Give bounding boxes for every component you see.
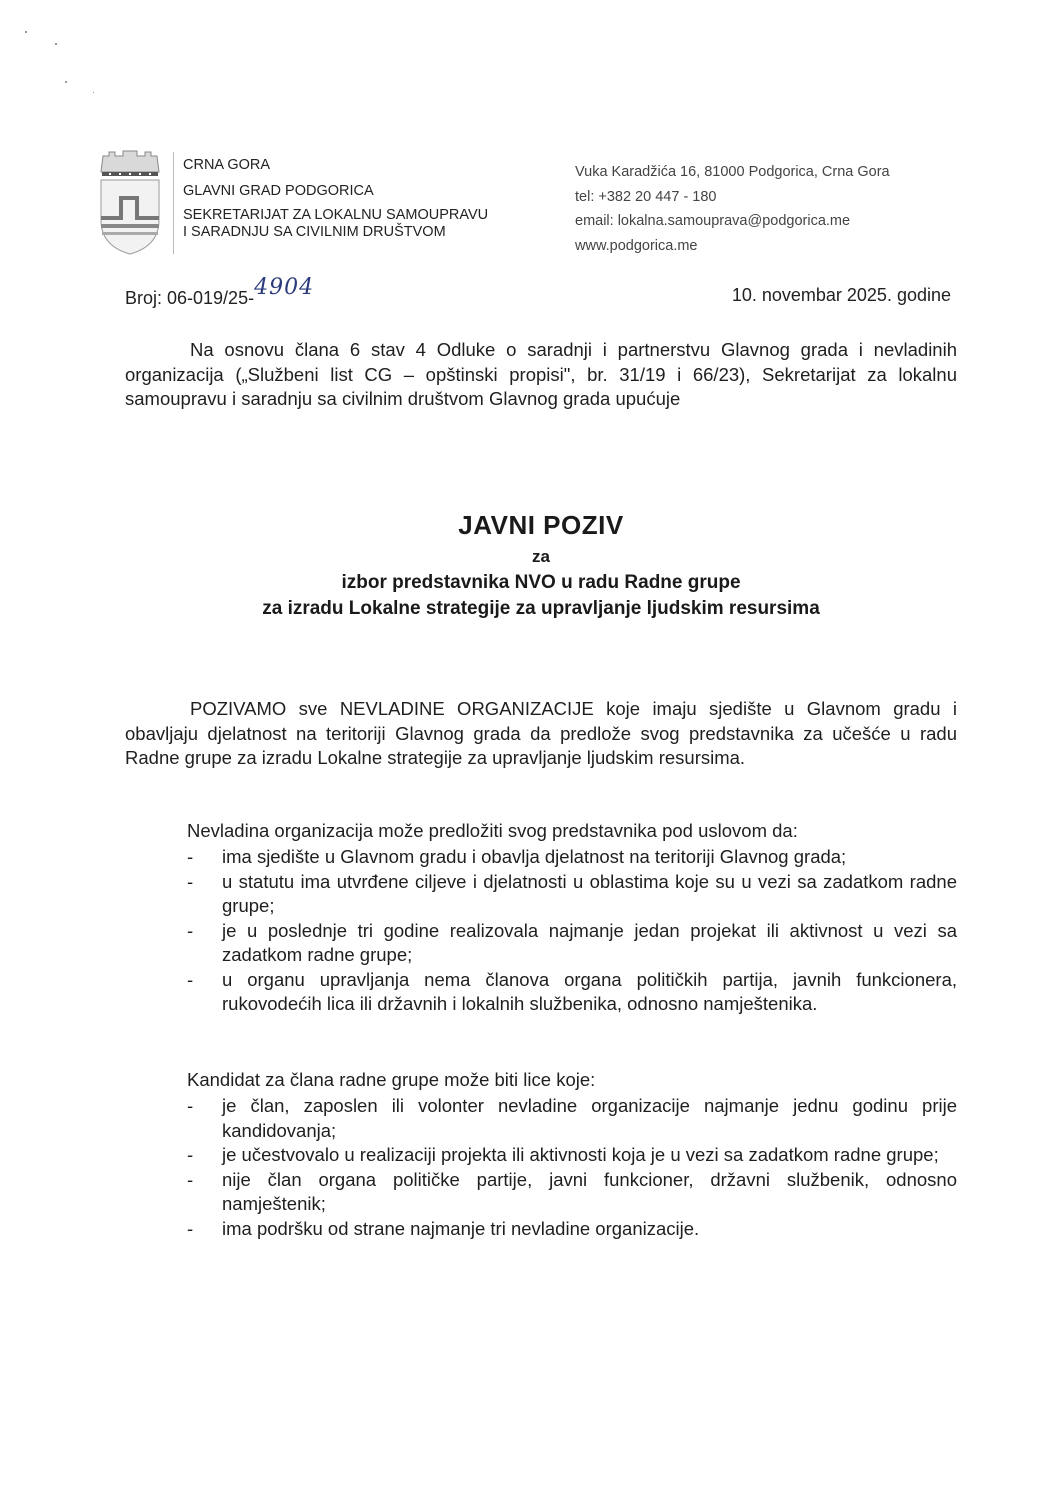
scan-speck (55, 43, 57, 45)
bullet-dash: - (187, 1095, 194, 1116)
call-paragraph-text: POZIVAMO sve NEVLADINE ORGANIZACIJE koje imaju sjedište u Glavnom gradu i obavljaju djelatnost na teritoriji Glavnog grada da predlože svog predstavnika za učešće u radu Radne grupe za izradu Lokalne strategije za upravljanje ljudskim resursima. (125, 698, 957, 768)
title-za: za (532, 547, 550, 566)
contact-phone: tel: +382 20 447 - 180 (575, 188, 717, 205)
list-item (125, 845, 957, 870)
list-item-text: ima podršku od strane najmanje tri nevladine organizacije. (222, 1217, 700, 1239)
scan-speck (25, 31, 27, 33)
list-item-text: je u poslednje tri godine realizovala najmanje jedan projekat ili aktivnost u vezi sa zadatkom radne grupe; (222, 919, 957, 965)
list-item-text: u organu upravljanja nema članova organa političkih partija, javnih funkcionera, rukovodećih lica ili državnih i lokalnih službenika, odnosno namještenika. (222, 968, 957, 1014)
list-item-text: je član, zaposlen ili volonter nevladine organizacije najmanje jednu godinu prije kandidovanja; (222, 1095, 957, 1141)
reference-number (125, 275, 315, 310)
call-paragraph (125, 697, 957, 771)
org-city: GLAVNI GRAD PODGORICA (183, 182, 374, 199)
bullet-dash: - (187, 1168, 194, 1190)
podgorica-coat-of-arms-icon (97, 150, 163, 256)
title-subtitle-2: za izradu Lokalne strategije za upravljanje ljudskim resursima (262, 598, 820, 619)
list-item-text: u statutu ima utvrđene ciljeve i djelatnosti u oblastima koje su u vezi sa zadatkom radne grupe; (222, 870, 957, 916)
contact-email: email: lokalna.samouprava@podgorica.me (575, 213, 851, 229)
title-subtitle-1: izbor predstavnika NVO u radu Radne grupe (341, 572, 741, 593)
list-item-text: je učestvovalo u realizaciji projekta ili aktivnosti koja je u vezi sa zadatkom radne grupe; (222, 1144, 939, 1165)
letterhead-divider (173, 152, 174, 254)
contact-info (575, 160, 890, 258)
list-item (125, 870, 957, 919)
organization-name (183, 158, 488, 239)
intro-paragraph-text: Na osnovu člana 6 stav 4 Odluke o saradnji i partnerstvu Glavnog grada i nevladinih organizacija („Službeni list CG – opštinski propisi", br. 31/19 i 66/23), Sekretarijat za lokalnu samoupravu i saradnju sa civilnim društvom Glavnog grada upućuje (125, 339, 957, 409)
org-country: CRNA GORA (183, 157, 271, 173)
candidate-conditions-list (125, 1094, 957, 1241)
reference-prefix: Broj: 06-019/25- (125, 288, 255, 308)
bullet-dash: - (187, 846, 194, 867)
bullet-dash: - (187, 1217, 194, 1239)
document-date: 10. novembar 2025. godine (731, 285, 951, 305)
list-item (125, 1094, 957, 1143)
ngo-conditions-intro: Nevladina organizacija može predložiti svog predstavnika pod uslovom da: (187, 820, 798, 841)
list-item (125, 1217, 957, 1242)
handwritten-number: 4904 (254, 275, 315, 300)
contact-address: Vuka Karadžića 16, 81000 Podgorica, Crna Gora (575, 164, 890, 180)
scan-speck (65, 81, 67, 83)
candidate-conditions-intro: Kandidat za člana radne grupe može biti lice koje: (187, 1069, 596, 1090)
document-title (125, 510, 957, 622)
bullet-dash: - (187, 870, 194, 892)
bullet-dash: - (187, 968, 194, 990)
list-item-text: ima sjedište u Glavnom gradu i obavlja djelatnost na teritoriji Glavnog grada; (222, 846, 847, 867)
bullet-dash: - (187, 1144, 194, 1165)
contact-website: www.podgorica.me (575, 237, 698, 254)
list-item-text: nije član organa političke partije, javni funkcioner, državni službenik, odnosno namještenik; (222, 1168, 957, 1214)
scan-speck (93, 92, 94, 93)
intro-paragraph (125, 338, 957, 412)
list-item (125, 1168, 957, 1217)
bullet-dash: - (187, 919, 194, 941)
org-secretariat-line2: I SARADNJU SA CIVILNIM DRUŠTVOM (183, 223, 446, 240)
ngo-conditions-list (125, 845, 957, 1017)
list-item (125, 919, 957, 968)
list-item (125, 1143, 957, 1168)
list-item (125, 968, 957, 1017)
title-main: JAVNI POZIV (458, 510, 624, 540)
org-secretariat-line1: SEKRETARIJAT ZA LOKALNU SAMOUPRAVU (183, 207, 489, 223)
